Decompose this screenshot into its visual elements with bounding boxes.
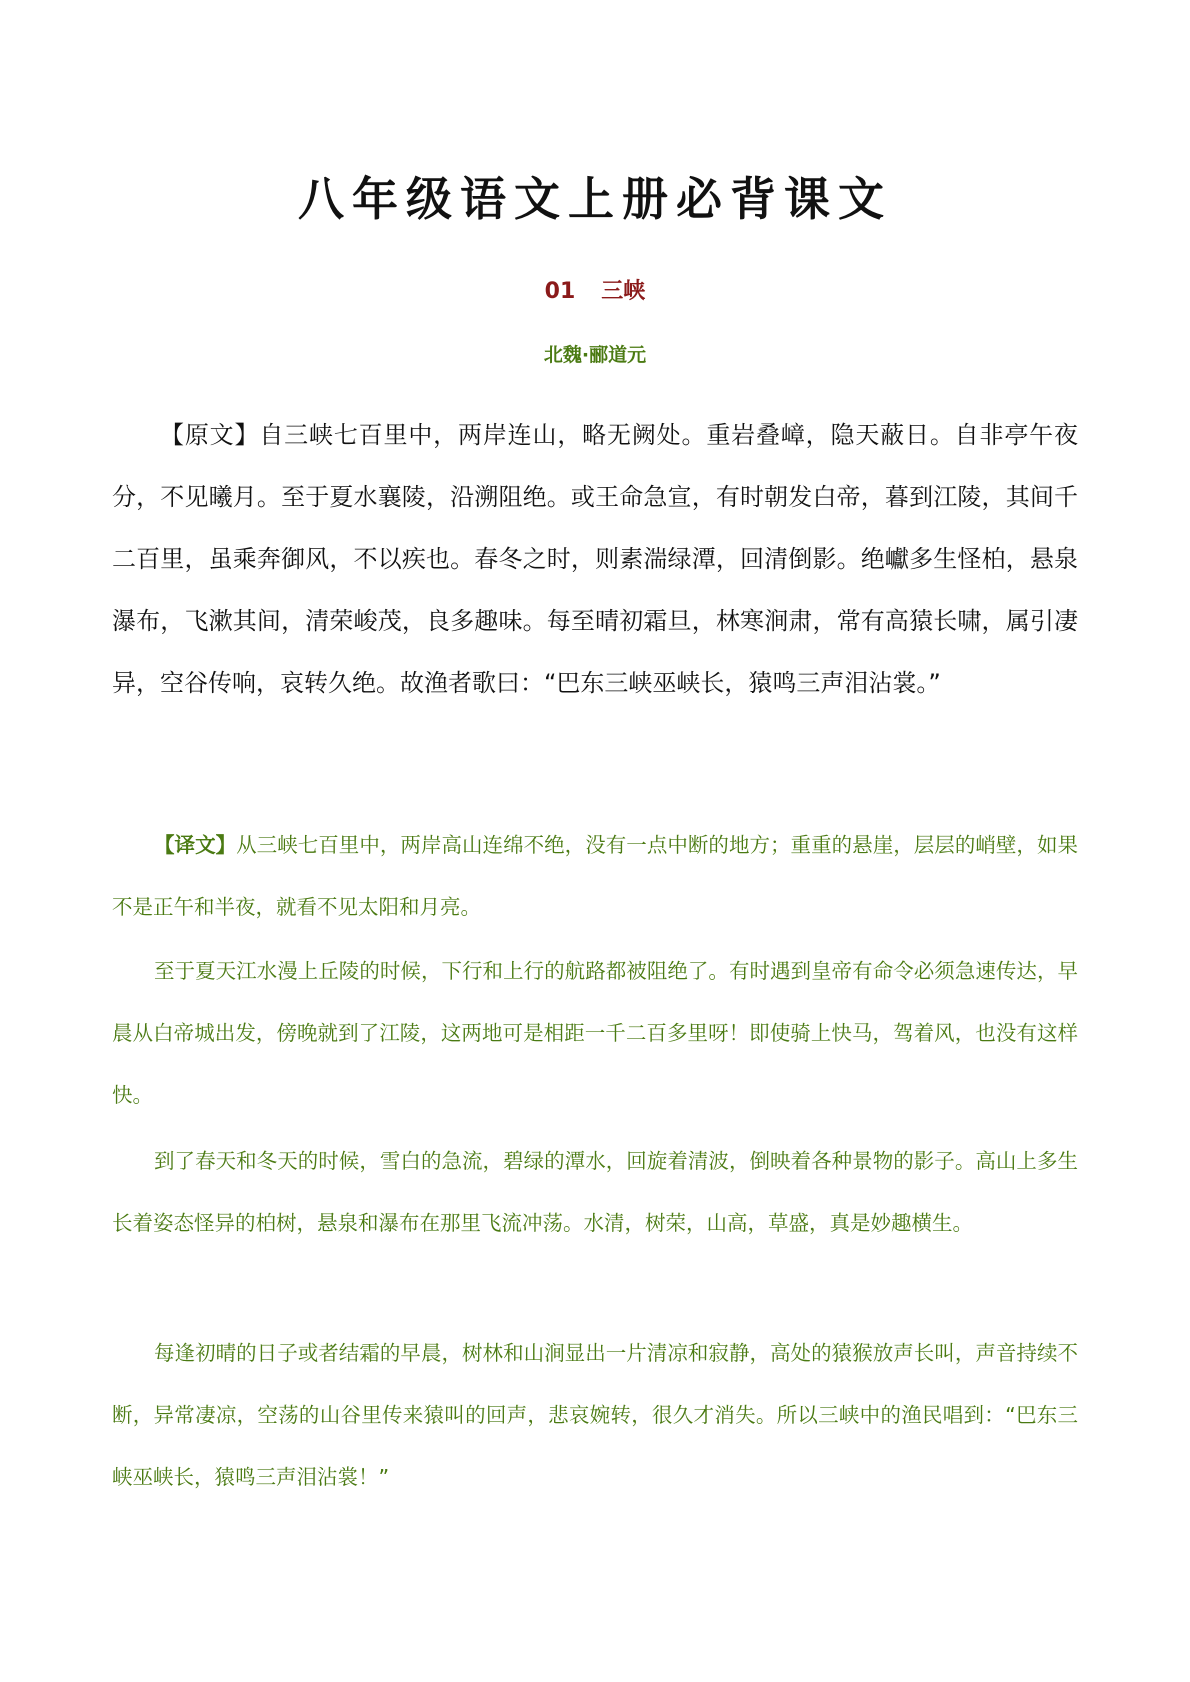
translation-paragraph: 至于夏天江水漫上丘陵的时候，下行和上行的航路都被阻绝了。有时遇到皇帝有命令必须急速传达，早晨从白帝城出发，傍晚就到了江陵，这两地可是相距一千二百多里呀！即使骑上快马，驾着风，也没有这样快。 — [112, 959, 1078, 1107]
lesson-author: 北魏·郦道元 — [543, 344, 647, 366]
lesson-name: 三峡 — [601, 279, 646, 304]
original-label: 【原文】 — [160, 421, 260, 449]
original-text: 自三峡七百里中，两岸连山，略无阙处。重岩叠嶂，隐天蔽日。自非亭午夜分，不见曦月。至于夏水襄陵，沿溯阻绝。或王命急宣，有时朝发白帝，暮到江陵，其间千二百里，虽乘奔御风，不以疾也。春冬之时，则素湍绿潭，回清倒影。绝巘多生怪柏，悬泉瀑布，飞漱其间，清荣峻茂，良多趣味。每至晴初霜旦，林寒涧肃，常有高猿长啸，属引凄异，空谷传响，哀转久绝。故渔者歌曰：“巴东三峡巫峡长，猿鸣三声泪沾裳。” — [112, 421, 1079, 697]
document-title: 八年级语文上册必背课文 — [298, 171, 892, 226]
translation-paragraph: 到了春天和冬天的时候，雪白的急流，碧绿的潭水，回旋着清波，倒映着各种景物的影子。高山上多生长着姿态怪异的柏树，悬泉和瀑布在那里飞流冲荡。水清，树荣，山高，草盛，真是妙趣横生。 — [112, 1149, 1078, 1235]
translation-paragraph — [112, 814, 1078, 938]
translation-paragraph: 每逢初晴的日子或者结霜的早晨，树林和山涧显出一片清凉和寂静，高处的猿猴放声长叫，声音持续不断，异常凄凉，空荡的山谷里传来猿叫的回声，悲哀婉转，很久才消失。所以三峡中的渔民唱到：“巴东三峡巫峡长，猿鸣三声泪沾裳！” — [112, 1341, 1078, 1489]
translation-text: 从三峡七百里中，两岸高山连绵不绝，没有一点中断的地方；重重的悬崖，层层的峭壁，如果不是正午和半夜，就看不见太阳和月亮。 — [112, 833, 1079, 919]
lesson-heading — [0, 276, 1190, 308]
lesson-number: 01 — [544, 279, 576, 304]
original-text-paragraph — [112, 404, 1078, 714]
translation-label: 【译文】 — [154, 833, 237, 857]
